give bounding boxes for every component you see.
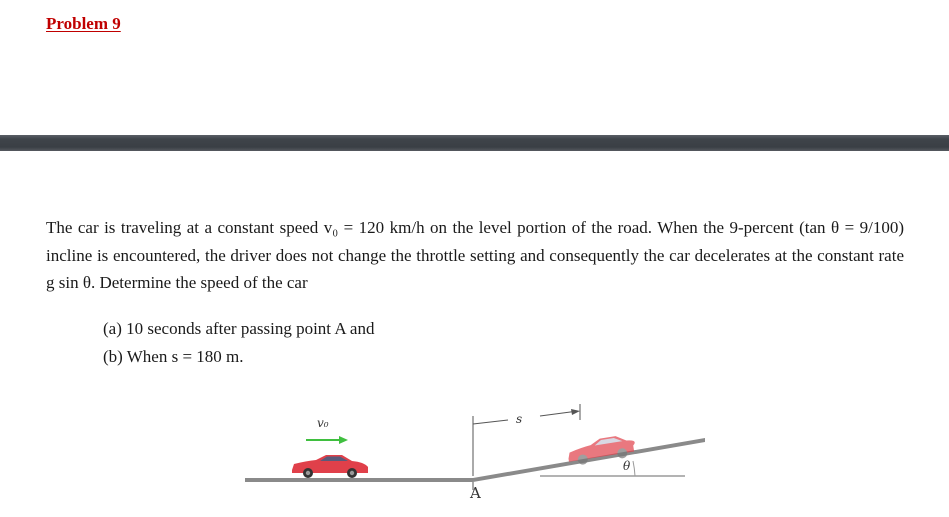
problem-title: Problem 9 (46, 14, 121, 33)
theta-arc (633, 461, 635, 476)
point-a-label: A (470, 484, 481, 502)
s-arrowhead (571, 409, 580, 415)
theta-label: θ (623, 459, 631, 473)
section-divider (0, 135, 949, 151)
level-road (245, 478, 473, 482)
v0-arrowhead (339, 436, 348, 444)
s-dimension-line (473, 420, 508, 424)
s-label: s (516, 412, 523, 426)
part-b: (b) When s = 180 m. (103, 347, 244, 366)
v0-label: v₀ (317, 416, 329, 430)
part-a: (a) 10 seconds after passing point A and (103, 319, 375, 338)
problem-statement: The car is traveling at a constant speed v₀ = 120 km/h on the level portion of the road. When the 9-percent (tan θ = 9/100) incline is encountered, the driver does not change the throttle setting and consequently the car decelerates at the constant rate g sin θ. Determine the speed of the car (46, 218, 904, 292)
car-level (292, 455, 368, 478)
